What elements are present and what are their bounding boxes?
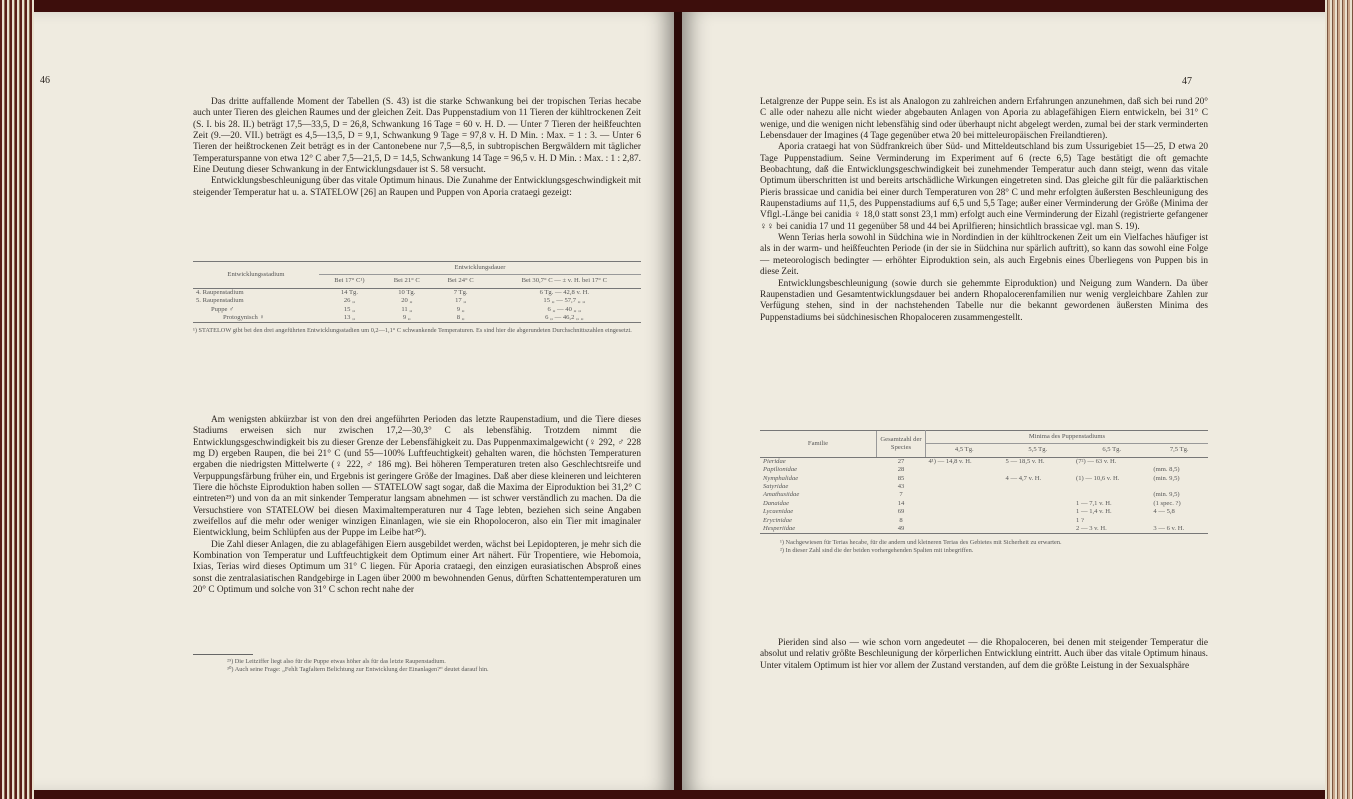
left-column-top xyxy=(193,97,641,199)
table-cell xyxy=(1150,517,1208,525)
page-number: 47 xyxy=(1182,76,1192,87)
table-cell: 3 — 6 v. H. xyxy=(1150,525,1208,534)
paragraph: Das dritte auffallende Moment der Tabellen (S. 43) ist die starke Schwankung bei der tropischen Terias hecabe auch unter Tieren des gleichen Raumes und der gleichen Zeit. Das Puppenstadium von 11 Tieren der kühltrockenen Zeit (S. I. bis 28. II.) beträgt 17,5—33,5, D = 26,8, Schwankung 16 Tage = 60 v. H. D. — Unter 7 Tieren der heißfeuchten Zeit (9.—20. VII.) beträgt es 4,5—13,5, D = 9,1, Schwankung 9 Tage = 97,8 v. H. D Min. : Max. = 1 : 3. — Unter 6 Tieren der heißtrockenen Zeit beträgt es in der Cantonebene nur 7,5—8,5, in subtropischen Bergwäldern mit täglicher Temperaturspanne von etwa 12° C aber 7,5—21,5, D = 14,5, Schwankung 14 Tage = 96,5 v. H. D Min. : Max. : 1 : 2,87. Eine Deutung dieser Schwankung in der Entwicklungsdauer ist S. 58 versucht. xyxy=(193,97,641,176)
table-cell: Satyridae xyxy=(763,483,789,491)
table-cell: 27 xyxy=(897,457,905,465)
table-cell: 8 „ xyxy=(434,314,488,323)
column-header: 5,5 Tg. xyxy=(1003,444,1073,457)
table-cell: 4 — 5,8 xyxy=(1153,508,1175,516)
footnote: ³⁰) Auch seine Frage: „Fehlt Tagfaltern Belichtung zur Entwicklung der Einanlagen?“ deutet darauf hin. xyxy=(227,665,489,673)
paragraph: Letalgrenze der Puppe sein. Es ist als Analogon zu zahlreichen andern Erfahrungen anzunehmen, daß sich bei rund 20° C alle oder nahezu alle nicht wieder abgebauten Anlagen von Aporia zu ablagefähigen Eiern entwickeln, bei 31° C wenige, und die wenigen nicht lebensfähig sind oder überhaupt nicht abgelegt werden, zumal bei der stark verminderten Lebensdauer der Imagines (4 Tage gegenüber etwa 20 bei mitteleuropäischen Freilandtieren). xyxy=(760,97,1208,142)
table-cell: Nymphalidae xyxy=(763,474,799,482)
column-header: 6,5 Tg. xyxy=(1073,444,1150,457)
table-cell xyxy=(1003,517,1073,525)
table-cell: 4¹) — 14,8 v. H. xyxy=(928,457,972,465)
table-cell: 7 xyxy=(899,491,903,499)
table-cell: Protogynisch ♀ xyxy=(193,314,319,323)
table-cell: 1 — 7,1 v. H. xyxy=(1076,499,1112,507)
table-cell: 15 „ — 57,7 „ „ xyxy=(543,297,586,305)
table-cell: 6 „ — 40 „ „ xyxy=(547,305,582,313)
table-cell: 6 „ — 46,2 „ „ xyxy=(488,314,641,323)
table-cell xyxy=(926,500,1003,508)
table-cell: 9 „ xyxy=(380,314,434,323)
table-cell: 11 „ xyxy=(401,305,413,313)
footnotes xyxy=(193,652,641,674)
table-cell xyxy=(1003,508,1073,516)
table-cell: Lycaenidae xyxy=(763,508,794,516)
table-cell xyxy=(926,517,1003,525)
table-row xyxy=(760,525,1208,534)
table-cell xyxy=(1150,483,1208,491)
table-cell: 14 xyxy=(897,499,905,507)
table-cell xyxy=(926,491,1003,499)
table-cell xyxy=(926,475,1003,483)
column-header: 4,5 Tg. xyxy=(926,444,1003,457)
column-header: Bei 17° C¹) xyxy=(319,275,380,288)
footnote: ²⁹) Die Leitziffer liegt also für die Puppe etwas höher als für das letzte Raupenstadium. xyxy=(227,658,446,665)
table-cell: 6 Tg. — 42,8 v. H. xyxy=(539,288,590,296)
book-edge-right xyxy=(1325,0,1353,799)
page-number: 46 xyxy=(40,75,50,86)
table-cell: 7 Tg. xyxy=(453,288,468,296)
table-cell: Erycinidae xyxy=(763,516,792,524)
footnote-divider xyxy=(193,654,253,655)
table-cell: 5. Raupenstadium xyxy=(196,297,244,305)
table-row xyxy=(193,306,641,314)
table-footnote: ²) In dieser Zahl sind die der beiden vorhergehenden Spalten mit inbegriffen. xyxy=(780,547,974,555)
left-column-bottom xyxy=(193,415,641,597)
column-header: Bei 30,7° C — ± v. H. bei 17° C xyxy=(488,275,641,288)
table-cell: Papilionidae xyxy=(763,466,798,474)
table-cell: (mm. 8,5) xyxy=(1153,466,1180,474)
data-table xyxy=(193,261,641,335)
table-cell xyxy=(1003,483,1073,491)
table-cell: Pieridae xyxy=(763,457,786,465)
table-cell: 4 — 4,7 v. H. xyxy=(1005,474,1042,482)
table-cell: 9 „ xyxy=(456,305,465,313)
table-cell xyxy=(1003,491,1073,499)
table-cell xyxy=(1073,483,1150,491)
table-cell: Amathusiidae xyxy=(763,491,800,499)
table-row xyxy=(193,288,641,297)
table-cell: 13 „ xyxy=(319,314,380,323)
table-cell: (min. 9,5) xyxy=(1153,491,1180,499)
paragraph: Am wenigsten abkürzbar ist von den drei angeführten Perioden das letzte Raupenstadium, und die Tiere dieses Stadiums erweisen sich nur zwischen 17,2—30,3° C als lebensfähig. Trotzdem nimmt die Entwicklungsgeschwindigkeit bis zu dieser Grenze der Lebensfähigkeit zu. Das Puppenmaximalgewicht (♀ 292, ♂ 228 mg D) ergeben Raupen, die bei 21° C (und 55—100% Luftfeuchtigkeit) gehalten waren, die höchsten Temperaturen ergaben die niedrigsten Mittelwerte (♀ 222, ♂ 186 mg). Bei höheren Temperaturen treten also Geschlechtsreife und Verpuppungsfärbung früher ein, und Ergebnis ist geringere Größe der Imagines. Daß aber diese kleineren und leichteren Tiere die höchste Eiproduktion haben sollen — STATELOW sagt sogar, daß die Maxima der Eiproduktion bei 31,2° C eintreten²⁹) und von da an mit sinkender Temperatur langsam abnehmen — ist schwer verständlich zu machen. Da die Versuchstiere von STATELOW bei diesen Maximaltemperaturen nur 4 Tage lebten, beziehen sich seine Angaben zweifellos auf die mehr oder weniger winzigen Einanlagen, wie sie ein Rhopoloceron, also ein Tier mit imaginaler Eientwicklung, beim Schlüpfen aus der Puppe im Leibe hat³⁰). xyxy=(193,415,641,539)
table-cell: Danaidae xyxy=(763,499,790,507)
table-cell: 49 xyxy=(877,525,926,534)
table-cell: (1) — 10,6 v. H. xyxy=(1076,474,1120,482)
table-footnote: ¹) Nachgewiesen für Terias hecabe, für die andern und kleineren Terias des Gebietes mit Sicherheit zu erwarten. xyxy=(780,539,1062,547)
right-column-top xyxy=(760,97,1208,324)
table-cell xyxy=(1003,525,1073,534)
paragraph: Pieriden sind also — wie schon vorn angedeutet — die Rhopaloceren, bei denen mit steigender Temperatur die absolut und relativ größte Beschleunigung der körperlichen Entwicklung eintritt. Auch über das vitale Optimum hinaus. Unter vitalem Optimum ist hier vor allem der Zustand verstanden, auf dem die größte Leistung in der Sexualsphäre xyxy=(760,638,1208,671)
table-row xyxy=(760,508,1208,516)
right-column-bottom xyxy=(760,638,1208,672)
table-cell xyxy=(926,483,1003,491)
paragraph: Entwicklungsbeschleunigung (sowie durch sie gehemmte Eiproduktion) und Neigung zum Wandern. Da über Raupenstadien und Gesamtentwicklungsdauer bei andern Rhopalocerenfamilien nur wenig vergleichbare Zahlen zur Verfügung stehen, sind in der nachstehenden Tabelle nur die bekannt gewordenen äußersten Minima des Puppenstadiums bei südchinesischen Rhopaloceren zusammengestellt. xyxy=(760,278,1208,323)
table-row xyxy=(760,475,1208,483)
table-row xyxy=(760,466,1208,474)
table-cell xyxy=(926,525,1003,534)
table-cell xyxy=(1073,491,1150,499)
table-cell xyxy=(1073,466,1150,474)
table-cell: 14 Tg. xyxy=(340,288,358,296)
right-page xyxy=(682,12,1325,790)
minima-table xyxy=(760,430,1208,534)
column-header: Bei 21° C xyxy=(380,275,434,288)
table-cell xyxy=(926,508,1003,516)
table-row xyxy=(193,314,641,323)
table-cell: 2 — 3 v. H. xyxy=(1073,525,1150,534)
data-table xyxy=(760,430,1208,555)
paragraph: Die Zahl dieser Anlagen, die zu ablagefähigen Eiern ausgebildet werden, wächst bei Lepidopteren, je mehr sich die Kombination von Temperatur und Luftfeuchtigkeit dem Optimum einer Art nähert. Für Tropentiere, wie Hebomoia, Ixias, Terias wird dieses Optimum um 31° C liegen. Für Aporia crataegi, den einzigen eurasiatischen Absproß eines sonst die zentralasiatischen Randgebirge in Lagen über 2000 m bewohnenden Genus, dürften Schattentemperaturen um 20° C Optimum und solche von 31° C schon recht nahe der xyxy=(193,539,641,596)
paragraph: Wenn Terias herla sowohl in Südchina wie in Nordindien in der kühltrockenen Zeit um ein Vielfaches häufiger ist als in der warm- und heißfeuchten Periode (in der sie in Südchina nur spärlich auftritt), so kann das sowohl eine Folge — meteorologisch bedingter — erhöhter Eiproduktion sein, als auch Ergebnis eines Überliegens von Puppen bis in diese Zeit. xyxy=(760,233,1208,278)
table-cell: Puppe ♂ xyxy=(211,305,235,313)
table-cell: 5 — 18,5 v. H. xyxy=(1005,457,1045,465)
table-row xyxy=(760,517,1208,525)
table-cell: 20 „ xyxy=(401,297,413,305)
table-row xyxy=(760,491,1208,499)
table-row xyxy=(760,457,1208,466)
table-cell: 28 xyxy=(897,466,905,474)
table-cell xyxy=(1003,466,1073,474)
table-cell: Hesperiidae xyxy=(760,525,877,534)
table-cell: 10 Tg. xyxy=(398,288,416,296)
table-row xyxy=(760,483,1208,491)
paragraph: Entwicklungsbeschleunigung über das vitale Optimum hinaus. Die Zunahme der Entwicklungsgeschwindigkeit mit steigender Temperatur hat u. a. STATELOW [26] an Raupen und Puppen von Aporia crataegi gezeigt: xyxy=(193,176,641,198)
paragraph: Aporia crataegi hat von Südfrankreich über Süd- und Mitteldeutschland bis zum Ussurigebiet 15—25, D etwa 20 Tage Puppenstadium. Seine Verminderung im Experiment auf 6 (recte 6,5) Tage bestätigt die oft gemachte Beobachtung, daß die Entwicklungsgeschwindigkeit bei zunehmender Temperatur auch dann steigt, wenn das vitale Optimum überschritten ist und bereits artschädliche Wirkungen eingetreten sind. Das gleiche gilt für die paläarktischen Pieris brassicae und canidia bei einer durch Temperaturen von 28° C und mehr erfolgten äußersten Beschleunigung des Raupenstadiums auf 11,5, des Puppenstadiums auf 6,5 und 5,5 Tage; außer einer Verminderung der Größe (Minima der Vflgl.-Länge bei canidia ♀ 18,0 statt sonst 23,1 mm) erfolgt auch eine Verminderung der Eizahl (registrierte gefangener ♀♀ bei canidia 17 und 11 gegenüber 58 und 44 bei Aprilfieren; hinsichtlich brassicae vgl. man S. 19). xyxy=(760,142,1208,232)
table-cell: 8 xyxy=(899,516,903,524)
table-cell xyxy=(926,466,1003,474)
table-cell: 17 „ xyxy=(455,297,467,305)
table-cell: 1 ? xyxy=(1076,516,1084,524)
column-group-header: Entwicklungsdauer xyxy=(319,262,641,275)
table-cell: (min. 9,5) xyxy=(1153,474,1180,482)
column-group-header: Minima des Puppenstadiums xyxy=(926,431,1209,444)
column-header: Familie xyxy=(760,431,877,458)
table-cell: 43 xyxy=(897,483,905,491)
table-cell: (7²) — 63 v. H. xyxy=(1076,457,1117,465)
left-page xyxy=(34,12,674,790)
table-cell: 4. Raupenstadium xyxy=(196,288,244,296)
table-cell: 69 xyxy=(897,508,905,516)
table-footnote: ¹) STATELOW gibt bei den drei angeführten Entwicklungsstadien um 0,2—1,1° C schwankende Temperaturen. Es sind hier die abgerundeten Durchschnittszahlen eingesetzt. xyxy=(193,327,632,335)
table-cell xyxy=(1003,500,1073,508)
table-cell xyxy=(1150,457,1208,466)
table-row xyxy=(193,297,641,305)
table-cell: 15 „ xyxy=(343,305,356,313)
statelow-table xyxy=(193,261,641,323)
table-cell: 26 „ xyxy=(343,297,356,305)
table-cell: 85 xyxy=(897,474,905,482)
column-header: Entwicklungsstadium xyxy=(193,262,319,289)
table-row xyxy=(760,500,1208,508)
column-header: Gesamtzahl der Species xyxy=(877,431,926,458)
column-header: Bei 24° C xyxy=(434,275,488,288)
column-header: 7,5 Tg. xyxy=(1150,444,1208,457)
table-cell: (1 spec. ?) xyxy=(1153,499,1181,507)
table-cell: 1 — 1,4 v. H. xyxy=(1076,508,1112,516)
book-edge-left xyxy=(0,0,34,799)
